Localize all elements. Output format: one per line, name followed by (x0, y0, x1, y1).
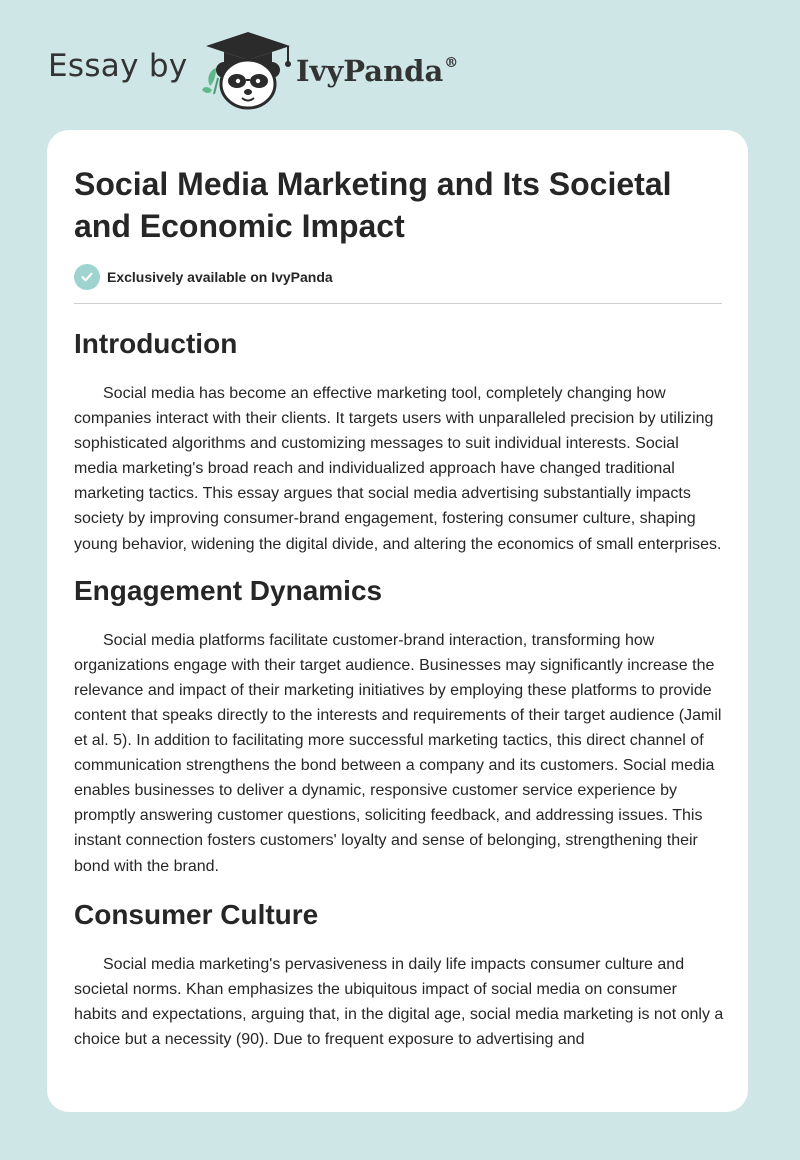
section-paragraph: Social media marketing's pervasiveness in daily life impacts consumer culture and societal norms. Khan emphasizes the ubiquitous impact of social media on consumer habits and expectations, arguing that, in the digital age, social media marketing is not only a choice but a necessity (90). Due to frequent exposure to advertising and (74, 955, 724, 1048)
essay-body (74, 320, 724, 1052)
registered-mark: ® (444, 55, 459, 71)
section-paragraph: Social media has become an effective marketing tool, completely changing how companies interact with their clients. It targets users with unparalleled precision by utilizing sophisticated algorithms and customizing messages to suit individual interests. Social media marketing's broad reach and individualized approach have changed traditional marketing tactics. This essay argues that social media advertising substantially impacts society by improving consumer-brand engagement, fostering consumer culture, shaping young behavior, widening the digital divide, and altering the economics of small enterprises. (74, 385, 722, 553)
site-header (48, 28, 548, 114)
section-heading: Introduction (74, 328, 238, 359)
essay-by-label: Essay by (48, 48, 188, 84)
essay-card (47, 130, 748, 1112)
section-heading: Consumer Culture (74, 898, 319, 930)
section-engagement-dynamics (74, 567, 724, 879)
exclusive-label: Exclusively available on IvyPanda (107, 269, 333, 285)
section-heading: Engagement Dynamics (74, 574, 383, 606)
page-title: Social Media Marketing and Its Societal and Economic Impact (74, 166, 672, 244)
brand-name[interactable]: IvyPanda® (296, 54, 459, 88)
panda-logo-icon[interactable] (200, 28, 296, 112)
section-consumer-culture (74, 891, 724, 1052)
section-introduction (74, 320, 724, 557)
exclusive-badge (74, 263, 333, 291)
check-icon (74, 264, 100, 290)
divider (74, 303, 722, 304)
section-paragraph: Social media platforms facilitate customer-brand interaction, transforming how organizations engage with their target audience. Businesses may significantly increase the relevance and impact of their marketing initiatives by employing these platforms to provide content that speaks directly to the interests and requirements of their target audience (Jamil et al. 5). In addition to facilitating more successful marketing tactics, this direct channel of communication strengthens the bond between a company and its customers. Social media enables businesses to deliver a dynamic, responsive customer service experience by promptly answering customer questions, soliciting feedback, and addressing issues. This instant connection fosters customers' loyalty and sense of belonging, strengthening their bond with the brand. (74, 631, 722, 875)
